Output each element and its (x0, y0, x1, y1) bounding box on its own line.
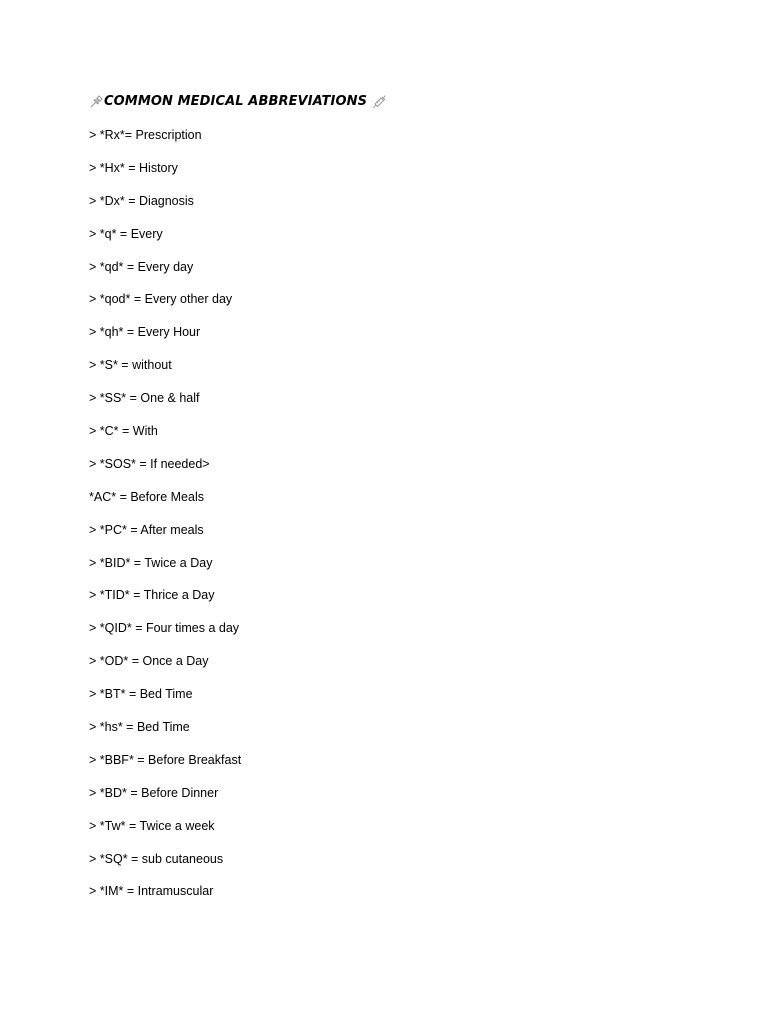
list-item: > *Dx* = Diagnosis (89, 193, 194, 208)
list-item: > *OD* = Once a Day (89, 654, 209, 669)
list-item: > *qd* = Every day (89, 259, 194, 274)
list-item: > *Hx* = History (89, 160, 178, 175)
list-item: > *PC* = After meals (89, 522, 204, 537)
list-item: > *IM* = Intramuscular (89, 884, 214, 899)
list-item: > *q* = Every (89, 226, 163, 241)
list-item: > *C* = With (89, 424, 158, 439)
list-item: > *qh* = Every Hour (89, 325, 201, 340)
list-item: > *SQ* = sub cutaneous (89, 851, 224, 866)
abbreviation-list (89, 124, 241, 913)
list-item: > *SS* = One & half (89, 391, 200, 406)
list-item: > *hs* = Bed Time (89, 720, 190, 735)
list-item: > *Rx*= Prescription (89, 128, 202, 142)
list-item: > *BBF* = Before Breakfast (89, 752, 242, 767)
list-item: > *SOS* = If needed> (89, 456, 210, 471)
list-item: > *BT* = Bed Time (89, 687, 193, 702)
list-item: > *S* = without (89, 358, 172, 373)
list-item: > *TID* = Thrice a Day (89, 588, 215, 603)
pushpin-icon (89, 94, 104, 109)
document-title-row (89, 90, 386, 112)
list-item: > *qod* = Every other day (89, 292, 233, 307)
list-item: > *QID* = Four times a day (89, 621, 240, 636)
syringe-icon (371, 94, 386, 109)
page-title: COMMON MEDICAL ABBREVIATIONS (104, 93, 368, 109)
list-item: > *Tw* = Twice a week (89, 818, 215, 833)
list-item: > *BID* = Twice a Day (89, 555, 213, 570)
list-item: *AC* = Before Meals (89, 489, 204, 504)
list-item: > *BD* = Before Dinner (89, 785, 219, 800)
